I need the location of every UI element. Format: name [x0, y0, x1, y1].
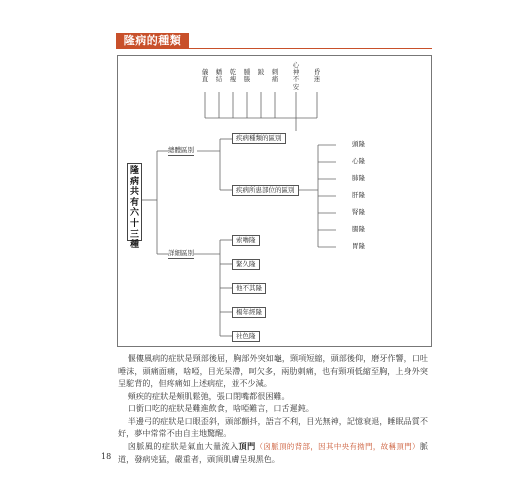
type-label: 心神不安: [292, 61, 300, 91]
detail-node: 社色隆: [232, 331, 260, 342]
type-label: 腫脹: [243, 68, 251, 84]
paragraph: 口銜口吃的症狀是難進飲食，啥啞難言，口舌遲鈍。: [127, 403, 314, 413]
detail-node: 他不其隆: [232, 283, 266, 294]
text-run: 囟脈風的症狀是氣血大量流入: [127, 440, 239, 451]
diagram-root: 隆病共有六十三種: [127, 163, 142, 241]
parts-node: 疾病所患部位的區別: [232, 185, 299, 196]
part-label: 胃隆: [352, 242, 365, 250]
type-label: 刺痛: [271, 68, 279, 84]
part-label: 腎隆: [352, 208, 365, 216]
bold-term: 頂門: [238, 440, 256, 451]
annotation: （囟脈頂的背部，因其中央有拗門，故稱頂門）: [255, 441, 420, 451]
part-label: 肺隆: [352, 174, 365, 182]
type-label: 蟠結: [215, 68, 223, 84]
types-node: 疾病種類的區別: [232, 133, 286, 144]
section-title: 隆病的種類: [116, 33, 189, 49]
part-label: 心隆: [352, 157, 365, 165]
paragraph: 偃僂風病的症狀是頸部後屈，胸部外突如龜，頸項短縮，頭部後仰，磨牙作響，口吐唾沫，頭痛面痛，啥啞，目光呆滯，呵欠多，兩肋刺痛，也有頸項低縮至胸，上身外突呈駝背的，但疼痛如上述病症，並不少減。: [118, 353, 428, 388]
body-text: [118, 352, 428, 466]
part-label: 肝隆: [352, 191, 365, 199]
detail-node: 索嚕隆: [232, 235, 260, 246]
detail-node: 緊久隆: [232, 259, 260, 270]
type-label: 跛: [257, 68, 265, 76]
text-run: 脈道，發病兇猛，嚴重者，頭頂肌膚呈現黑色。: [118, 440, 428, 464]
type-label: 乾瘦: [229, 68, 237, 84]
general-branch-label: 總體區別: [168, 146, 194, 154]
type-label: 昏迷: [313, 68, 321, 84]
paragraph: 半邊弓的症狀是口眼歪斜，頭部顫抖，語言不利，目光無神，記憶衰退，睡眠品質不好，夢中常常不由自主地驚醒。: [118, 415, 428, 438]
part-label: 腸隆: [352, 225, 365, 233]
type-label: 儀直: [201, 68, 209, 84]
page-number: 18: [101, 452, 112, 461]
part-label: 頭隆: [352, 140, 365, 148]
paragraph: 頰疾的症狀是頰肌鬆弛，張口閉嘴都很困難。: [127, 390, 290, 401]
paragraph: [118, 440, 428, 466]
detail-node: 楊年經隆: [232, 307, 266, 318]
detail-branch-label: 詳細區別: [168, 249, 194, 257]
